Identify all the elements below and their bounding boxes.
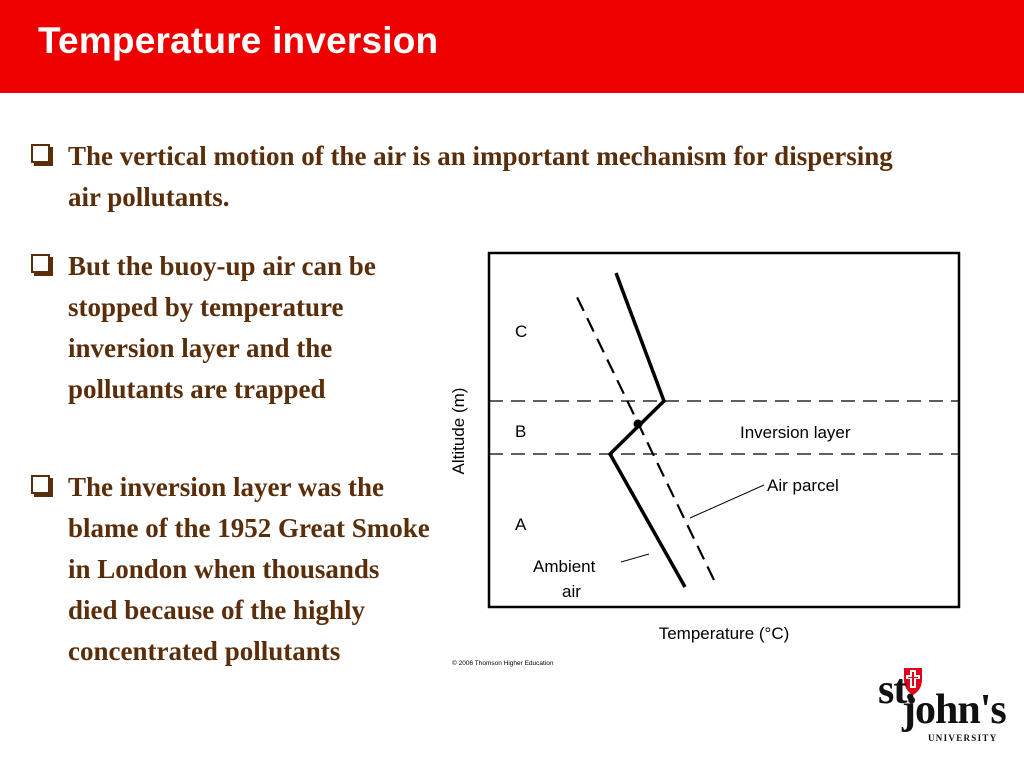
region-label-c: C <box>515 322 528 341</box>
title-bar <box>0 0 1024 93</box>
inversion-diagram-svg <box>440 240 980 680</box>
inversion-diagram <box>440 240 980 680</box>
air-parcel-leader <box>690 485 764 518</box>
air-parcel-profile <box>576 295 714 580</box>
logo-text-johns: john's <box>902 687 1006 733</box>
ambient-air-leader <box>621 554 649 562</box>
air-parcel-label: Air parcel <box>767 476 839 495</box>
copyright-credit: © 2006 Thomson Higher Education <box>452 660 554 667</box>
ambient-air-profile <box>610 273 685 587</box>
checkbox-bullet-icon <box>31 254 50 273</box>
st-johns-university-logo <box>872 664 1007 746</box>
logo-text-st: st. <box>878 667 916 713</box>
bullet-text: But the buoy-up air can be stopped by temperature inversion layer and the pollutants are trapped <box>68 251 376 404</box>
inversion-layer-label: Inversion layer <box>740 423 851 442</box>
plot-frame <box>489 253 959 607</box>
logo-text-university: UNIVERSITY <box>928 733 998 743</box>
checkbox-bullet-icon <box>31 144 50 163</box>
bullet-item <box>31 467 431 672</box>
region-label-a: A <box>515 515 527 534</box>
bullet-item <box>31 246 431 410</box>
slide-title: Temperature inversion <box>38 20 439 61</box>
ambient-air-label-line2: air <box>562 582 581 601</box>
checkbox-bullet-icon <box>31 475 50 494</box>
region-label-b: B <box>515 422 527 441</box>
bullet-text: The vertical motion of the air is an important mechanism for dispersing air pollutants. <box>68 141 893 212</box>
bullet-text: The inversion layer was the blame of the 1952 Great Smoke in London when thousands died because of the highly concentrated pollutants <box>68 472 430 666</box>
x-axis-label: Temperature (°C) <box>658 624 790 643</box>
y-axis-label: Altitude (m) <box>449 387 468 475</box>
bullet-item <box>31 136 911 218</box>
ambient-air-label-line1: Ambient <box>533 557 596 576</box>
intersection-point <box>634 420 643 429</box>
